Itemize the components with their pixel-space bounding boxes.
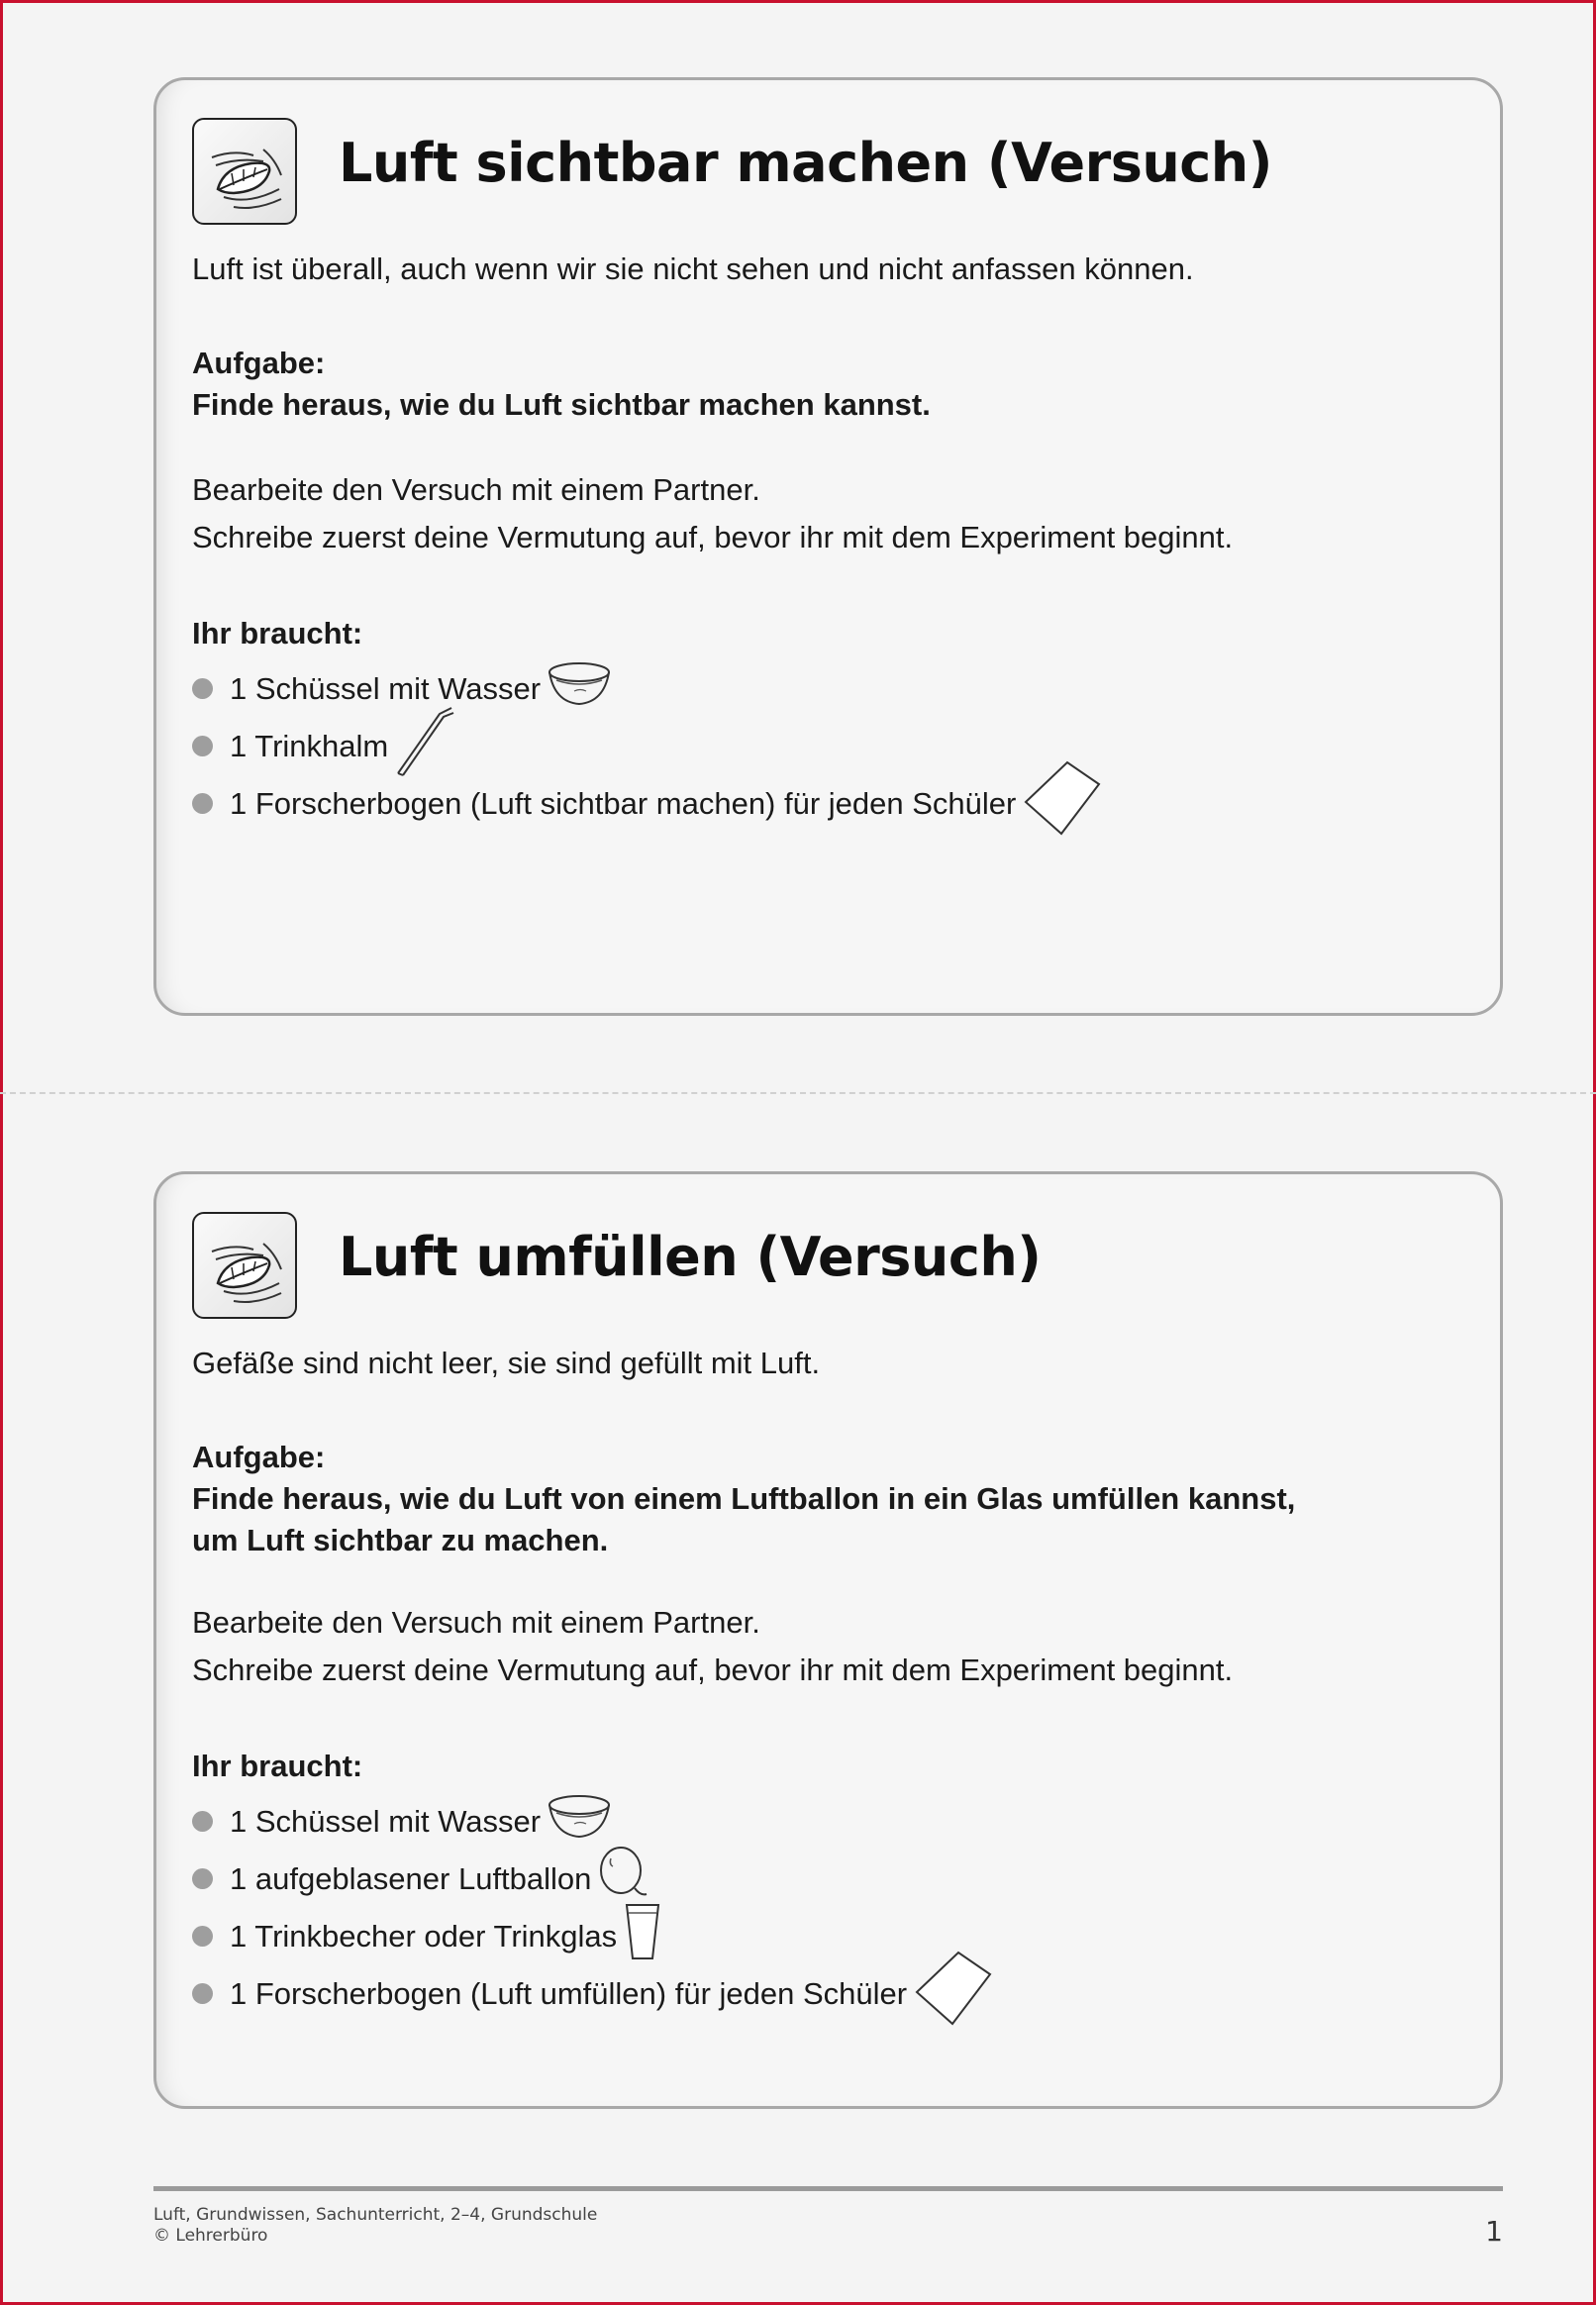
bullet-icon — [192, 1983, 213, 2004]
intro-text — [192, 249, 1464, 290]
leaf-wind-icon — [192, 1212, 297, 1319]
list-item — [192, 1793, 994, 1851]
task-line: Finde heraus, wie du Luft sichtbar machen kannst. — [192, 387, 931, 422]
instruction-line: Bearbeite den Versuch mit einem Partner. — [192, 472, 760, 507]
list-item — [192, 1908, 994, 1965]
list-item — [192, 718, 1103, 775]
bullet-icon — [192, 793, 213, 814]
materials-list — [192, 660, 1103, 833]
task-line: um Luft sichtbar zu machen. — [192, 1523, 609, 1557]
material-text: 1 aufgeblasener Luftballon — [230, 1861, 592, 1896]
list-item — [192, 775, 1103, 833]
bullet-icon — [192, 1926, 213, 1947]
intro-line: Luft ist überall, auch wenn wir sie nicht sehen und nicht anfassen können. — [192, 251, 1194, 286]
list-item — [192, 1965, 994, 2023]
bullet-icon — [192, 1811, 213, 1832]
paper-icon — [913, 1949, 994, 2041]
instruction-line: Schreibe zuerst deine Vermutung auf, bevor ihr mit dem Experiment beginnt. — [192, 1653, 1234, 1687]
material-text: 1 Trinkhalm — [230, 729, 389, 763]
bullet-icon — [192, 678, 213, 699]
instructions-block — [192, 469, 1464, 558]
footer-credits — [153, 2205, 597, 2247]
task-block — [192, 343, 1464, 426]
materials-list — [192, 1793, 994, 2023]
material-text: 1 Forscherbogen (Luft sichtbar machen) für jeden Schüler — [230, 786, 1017, 821]
experiment-card-2 — [153, 1171, 1503, 2109]
materials-label: Ihr braucht: — [192, 1749, 363, 1783]
footer-divider — [153, 2186, 1503, 2191]
cut-line — [0, 1092, 1596, 1094]
cup-icon — [623, 1901, 662, 1973]
material-text: 1 Forscherbogen (Luft umfüllen) für jeden Schüler — [230, 1976, 908, 2011]
task-line: Finde heraus, wie du Luft von einem Luftballon in ein Glas umfüllen kannst, — [192, 1481, 1296, 1516]
intro-text — [192, 1343, 1464, 1384]
material-text: 1 Schüssel mit Wasser — [230, 1804, 542, 1839]
list-item — [192, 1851, 994, 1908]
card-title: Luft sichtbar machen (Versuch) — [339, 132, 1272, 194]
leaf-wind-icon — [192, 118, 297, 225]
instruction-line: Schreibe zuerst deine Vermutung auf, bevor ihr mit dem Experiment beginnt. — [192, 520, 1234, 554]
materials-heading — [192, 1746, 1464, 1787]
material-text: 1 Schüssel mit Wasser — [230, 671, 542, 706]
materials-heading — [192, 613, 1464, 654]
page-number: 1 — [1485, 2215, 1503, 2248]
bullet-icon — [192, 736, 213, 756]
instruction-line: Bearbeite den Versuch mit einem Partner. — [192, 1605, 760, 1640]
list-item — [192, 660, 1103, 718]
material-text: 1 Trinkbecher oder Trinkglas — [230, 1919, 618, 1954]
bullet-icon — [192, 1868, 213, 1889]
footer-copyright: © Lehrerbüro — [153, 2226, 268, 2246]
bowl-icon — [547, 658, 612, 721]
experiment-card-1 — [153, 77, 1503, 1016]
instructions-block — [192, 1602, 1464, 1691]
task-block — [192, 1437, 1464, 1561]
card-title: Luft umfüllen (Versuch) — [339, 1226, 1042, 1288]
intro-line: Gefäße sind nicht leer, sie sind gefüllt mit Luft. — [192, 1346, 821, 1380]
task-label: Aufgabe: — [192, 1440, 326, 1474]
paper-icon — [1022, 758, 1103, 851]
footer-source: Luft, Grundwissen, Sachunterricht, 2–4, Grundschule — [153, 2205, 598, 2225]
task-label: Aufgabe: — [192, 346, 326, 380]
materials-label: Ihr braucht: — [192, 616, 363, 651]
